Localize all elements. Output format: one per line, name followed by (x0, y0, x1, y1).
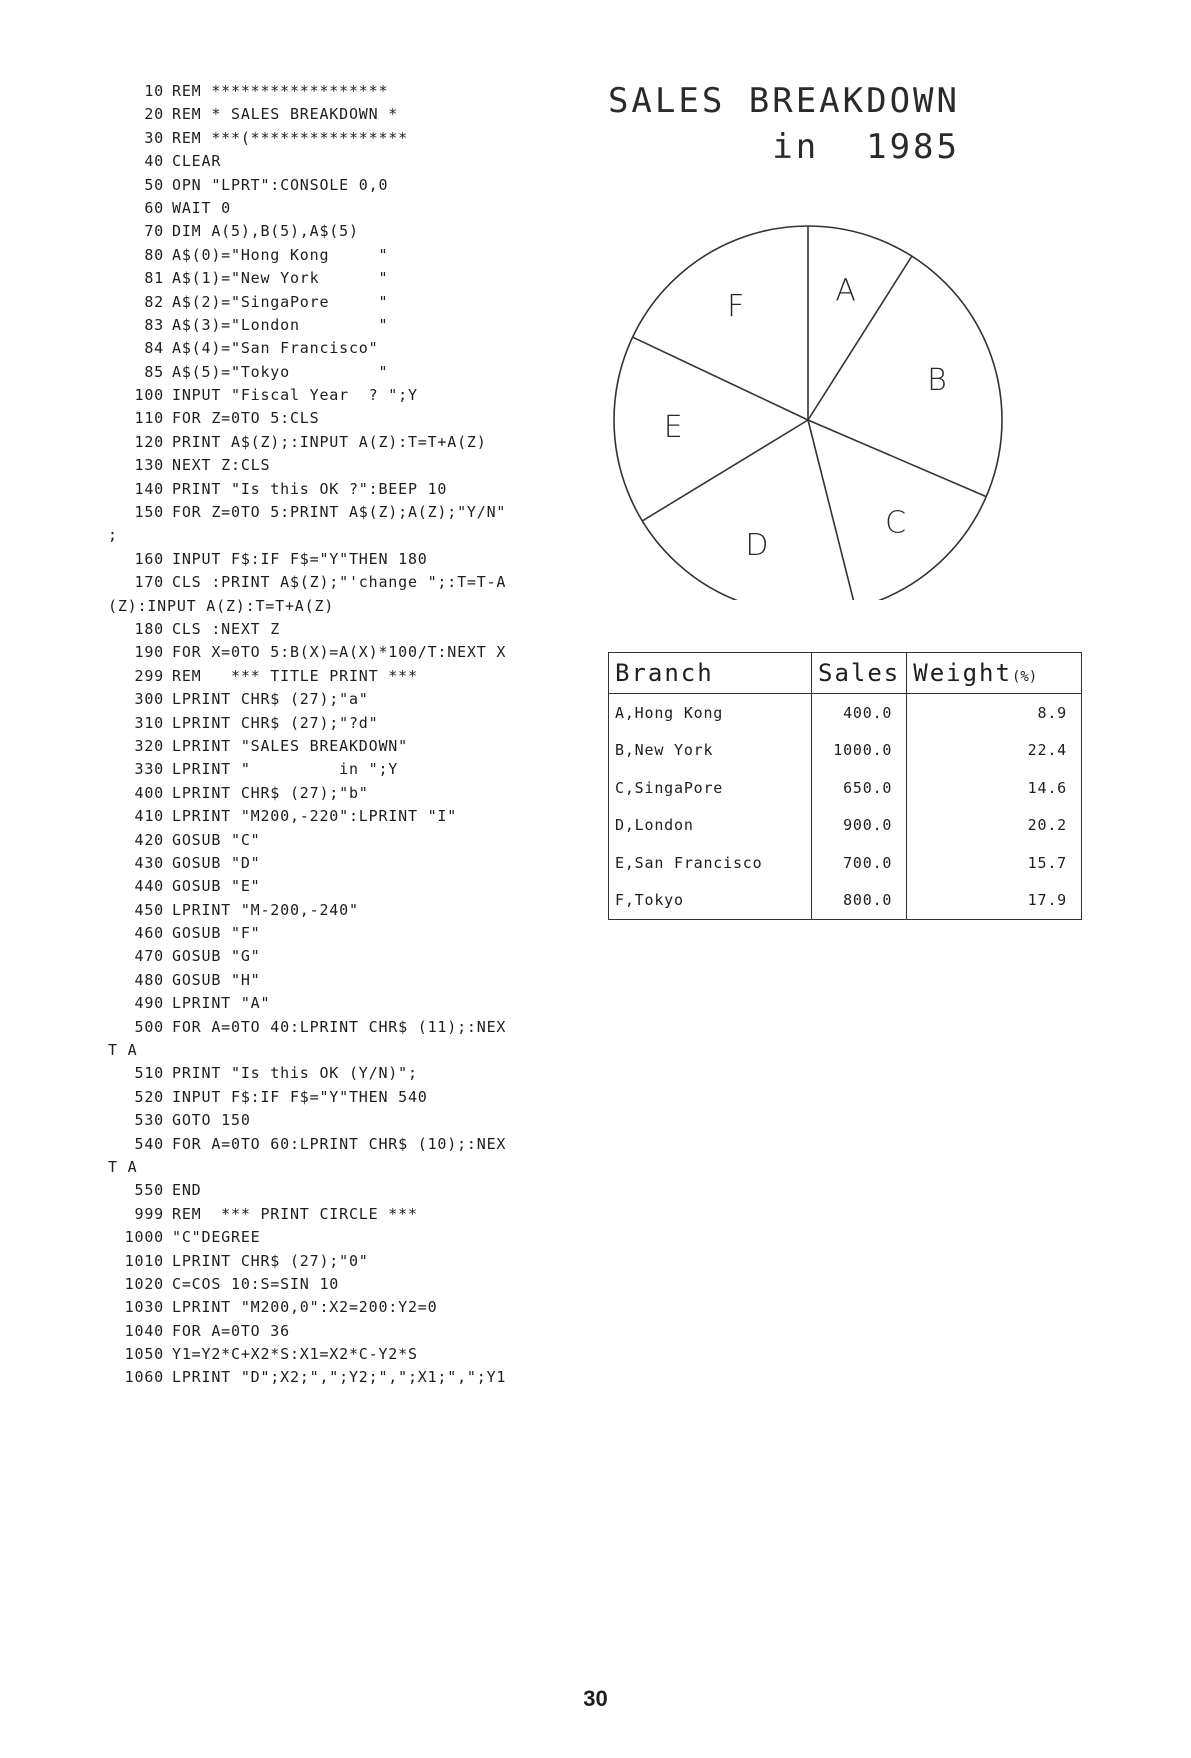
code-line: 50 OPN "LPRT":CONSOLE 0,0 (144, 175, 389, 194)
code-line: 10 REM ****************** (144, 82, 389, 100)
code-line: 470 GOSUB "G" (134, 947, 261, 966)
column-header-branch: Branch (609, 653, 812, 694)
code-line: 440 GOSUB "E" (134, 877, 261, 896)
code-line: 150 FOR Z=0TO 5:PRINT A$(Z);A(Z);"Y/N" (134, 503, 507, 522)
cell-branch: E,San Francisco (609, 844, 812, 882)
pie-slice-label-f: F (727, 288, 745, 324)
table-row (609, 882, 1082, 920)
code-line: 130 NEXT Z:CLS (134, 456, 271, 475)
code-line: 430 GOSUB "D" (134, 853, 261, 872)
cell-weight: 15.7 (907, 844, 1082, 882)
code-line: 180 CLS :NEXT Z (134, 619, 281, 638)
cell-sales: 800.0 (812, 882, 907, 920)
code-line: 160 INPUT F$:IF F$="Y"THEN 180 (134, 549, 428, 568)
basic-listing (108, 80, 598, 1390)
cell-weight: 8.9 (907, 694, 1082, 732)
code-line: 420 GOSUB "C" (134, 830, 261, 849)
code-line: 80 A$(0)="Hong Kong " (144, 245, 389, 264)
code-line: 100 INPUT "Fiscal Year ? ";Y (134, 386, 418, 405)
pie-slice-label-a: A (835, 273, 856, 309)
code-line: 1010 LPRINT CHR$ (27);"0" (124, 1251, 369, 1270)
cell-branch: D,London (609, 807, 812, 845)
code-line: 1060 LPRINT "D";X2;",";Y2;",";X1;",";Y1 (124, 1368, 507, 1387)
cell-sales: 900.0 (812, 807, 907, 845)
table-row (609, 732, 1082, 770)
code-line: 999 REM *** PRINT CIRCLE *** (134, 1204, 418, 1223)
code-line: 410 LPRINT "M200,-220":LPRINT "I" (134, 807, 458, 826)
code-line: 320 LPRINT "SALES BREAKDOWN" (134, 736, 408, 755)
cell-weight: 22.4 (907, 732, 1082, 770)
table-header-row (609, 653, 1082, 694)
code-line-continuation: (Z):INPUT A(Z):T=T+A(Z) (108, 596, 335, 615)
table-row (609, 769, 1082, 807)
code-line-continuation: T A (108, 1157, 138, 1176)
code-line: 40 CLEAR (144, 152, 222, 171)
code-line: 480 GOSUB "H" (134, 970, 261, 989)
pie-slice-boundary-b (808, 256, 912, 420)
pie-slice-label-e: E (663, 410, 683, 446)
code-line: 70 DIM A(5),B(5),A$(5) (144, 222, 359, 241)
code-line: 1030 LPRINT "M200,0":X2=200:Y2=0 (124, 1298, 438, 1317)
branch-sales-table (608, 652, 1082, 920)
code-line: 85 A$(5)="Tokyo " (144, 362, 389, 381)
code-line: 1000 "C"DEGREE (124, 1228, 261, 1247)
code-line: 60 WAIT 0 (144, 198, 231, 217)
code-line: 170 CLS :PRINT A$(Z);"'change ";:T=T-A (134, 573, 507, 592)
code-line: 330 LPRINT " in ";Y (134, 760, 399, 779)
pie-slice-boundary-c (808, 420, 986, 497)
chart-title (600, 78, 960, 170)
code-line: 550 END (134, 1181, 202, 1200)
code-line: 190 FOR X=0TO 5:B(X)=A(X)*100/T:NEXT X (134, 643, 507, 662)
code-line: 510 PRINT "Is this OK (Y/N)"; (134, 1064, 418, 1083)
code-line-continuation: T A (108, 1041, 138, 1060)
pie-slice-label-b: B (927, 363, 947, 399)
code-line: 300 LPRINT CHR$ (27);"a" (134, 690, 369, 709)
code-line: 1040 FOR A=0TO 36 (124, 1321, 290, 1340)
chart-subtitle-line: in 1985 (772, 127, 960, 167)
code-line: 81 A$(1)="New York " (144, 269, 389, 288)
code-line: 20 REM * SALES BREAKDOWN * (144, 105, 399, 124)
code-line: 83 A$(3)="London " (144, 315, 389, 334)
code-line: 460 GOSUB "F" (134, 924, 261, 943)
table-row (609, 807, 1082, 845)
pie-slice-boundary-f (633, 337, 808, 420)
cell-branch: C,SingaPore (609, 769, 812, 807)
cell-branch: B,New York (609, 732, 812, 770)
code-line: 310 LPRINT CHR$ (27);"?d" (134, 713, 379, 732)
chart-title-line: SALES BREAKDOWN (607, 81, 960, 121)
code-line: 400 LPRINT CHR$ (27);"b" (134, 783, 369, 802)
column-header-sales: Sales (812, 653, 907, 694)
code-line: 1020 C=COS 10:S=SIN 10 (124, 1274, 340, 1293)
column-header-weight: Weight(%) (907, 653, 1082, 694)
code-line: 1050 Y1=Y2*C+X2*S:X1=X2*C-Y2*S (124, 1345, 418, 1364)
pie-slice-boundary-d (808, 420, 855, 600)
code-line: 30 REM ***(**************** (144, 128, 408, 147)
code-line: 450 LPRINT "M-200,-240" (134, 900, 359, 919)
cell-sales: 650.0 (812, 769, 907, 807)
cell-branch: A,Hong Kong (609, 694, 812, 732)
page-number: 30 (583, 1686, 608, 1711)
code-line: 120 PRINT A$(Z);:INPUT A(Z):T=T+A(Z) (134, 432, 487, 451)
code-line: 540 FOR A=0TO 60:LPRINT CHR$ (10);:NEX (134, 1134, 507, 1153)
code-line-continuation: ; (108, 526, 118, 545)
code-line: 490 LPRINT "A" (134, 994, 271, 1013)
table-row (609, 844, 1082, 882)
code-line: 84 A$(4)="San Francisco" (144, 339, 379, 358)
cell-sales: 1000.0 (812, 732, 907, 770)
cell-weight: 20.2 (907, 807, 1082, 845)
cell-weight: 17.9 (907, 882, 1082, 920)
code-line: 530 GOTO 150 (134, 1111, 251, 1130)
code-line: 110 FOR Z=0TO 5:CLS (134, 409, 320, 428)
cell-weight: 14.6 (907, 769, 1082, 807)
cell-sales: 700.0 (812, 844, 907, 882)
cell-sales: 400.0 (812, 694, 907, 732)
table-row (609, 694, 1082, 732)
code-line: 82 A$(2)="SingaPore " (144, 292, 389, 311)
sales-pie-chart (608, 220, 1008, 600)
code-line: 140 PRINT "Is this OK ?":BEEP 10 (134, 479, 448, 498)
code-line: 500 FOR A=0TO 40:LPRINT CHR$ (11);:NEX (134, 1017, 507, 1036)
pie-slice-label-d: D (745, 527, 769, 563)
cell-branch: F,Tokyo (609, 882, 812, 920)
code-line: 299 REM *** TITLE PRINT *** (134, 666, 418, 685)
code-line: 520 INPUT F$:IF F$="Y"THEN 540 (134, 1087, 428, 1106)
pie-slice-label-c: C (885, 505, 907, 541)
